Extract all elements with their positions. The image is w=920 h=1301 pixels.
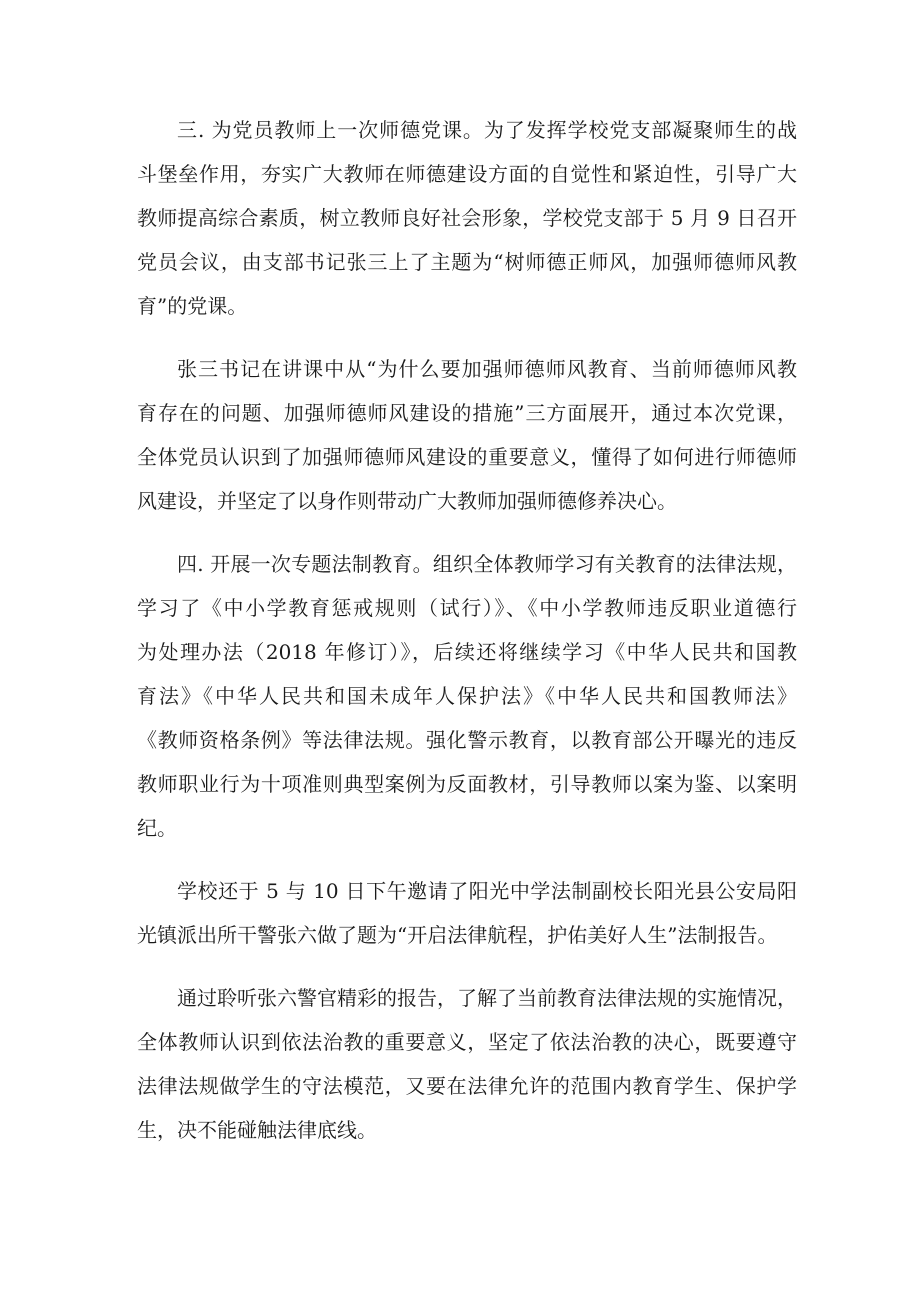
text-line: 法律法规做学生的守法模范，又要在法律允许的范围内教育学生、保护学 <box>137 1074 797 1098</box>
document-body <box>137 108 797 1171</box>
text-line: 全体党员认识到了加强师德师风建设的重要意义，懂得了如何进行师德师 <box>137 445 797 469</box>
text-line: 斗堡垒作用，夯实广大教师在师德建设方面的自觉性和紧迫性，引导广大 <box>137 162 797 186</box>
text-line: 光镇派出所干警张六做了题为“开启法律航程，护佑美好人生”法制报告。 <box>137 923 778 947</box>
paragraph-party-lecture <box>137 108 797 328</box>
text-line: 三. 为党员教师上一次师德党课。为了发挥学校党支部凝聚师生的战 <box>177 118 797 142</box>
text-line: 教师提高综合素质，树立教师良好社会形象，学校党支部于 5 月 9 日召开 <box>137 206 797 230</box>
text-line: 育”的党课。 <box>137 294 248 318</box>
paragraph-legal-education <box>137 542 797 850</box>
text-line: 育存在的问题、加强师德师风建设的措施”三方面展开，通过本次党课， <box>137 401 797 425</box>
text-line: 四. 开展一次专题法制教育。组织全体教师学习有关教育的法律法规， <box>177 552 797 576</box>
text-line: 全体教师认识到依法治教的重要意义，坚定了依法治教的决心，既要遵守 <box>137 1030 797 1054</box>
paragraph-legal-report <box>137 869 797 957</box>
text-line: 育法》《中华人民共和国未成年人保护法》《中华人民共和国教师法》 <box>137 684 797 708</box>
text-line: 通过聆听张六警官精彩的报告，了解了当前教育法律法规的实施情况， <box>177 986 797 1010</box>
text-line: 张三书记在讲课中从“为什么要加强师德师风教育、当前师德师风教 <box>177 357 797 381</box>
text-line: 生，决不能碰触法律底线。 <box>137 1118 377 1142</box>
text-line: 学校还于 5 与 10 日下午邀请了阳光中学法制副校长阳光县公安局阳 <box>177 879 797 903</box>
text-line: 纪。 <box>137 816 177 840</box>
text-line: 风建设，并坚定了以身作则带动广大教师加强师德修养决心。 <box>137 489 677 513</box>
paragraph-lecture-content <box>137 347 797 523</box>
text-line: 学习了《中小学教育惩戒规则（试行）》、《中小学教师违反职业道德行 <box>137 596 797 620</box>
paragraph-report-outcome <box>137 976 797 1152</box>
text-line: 党员会议，由支部书记张三上了主题为“树师德正师风，加强师德师风教 <box>137 250 797 274</box>
text-line: 为处理办法（2018 年修订）》，后续还将继续学习《中华人民共和国教 <box>137 640 797 664</box>
text-line: 《教师资格条例》等法律法规。强化警示教育，以教育部公开曝光的违反 <box>137 728 797 752</box>
text-line: 教师职业行为十项准则典型案例为反面教材，引导教师以案为鉴、以案明 <box>137 772 797 796</box>
